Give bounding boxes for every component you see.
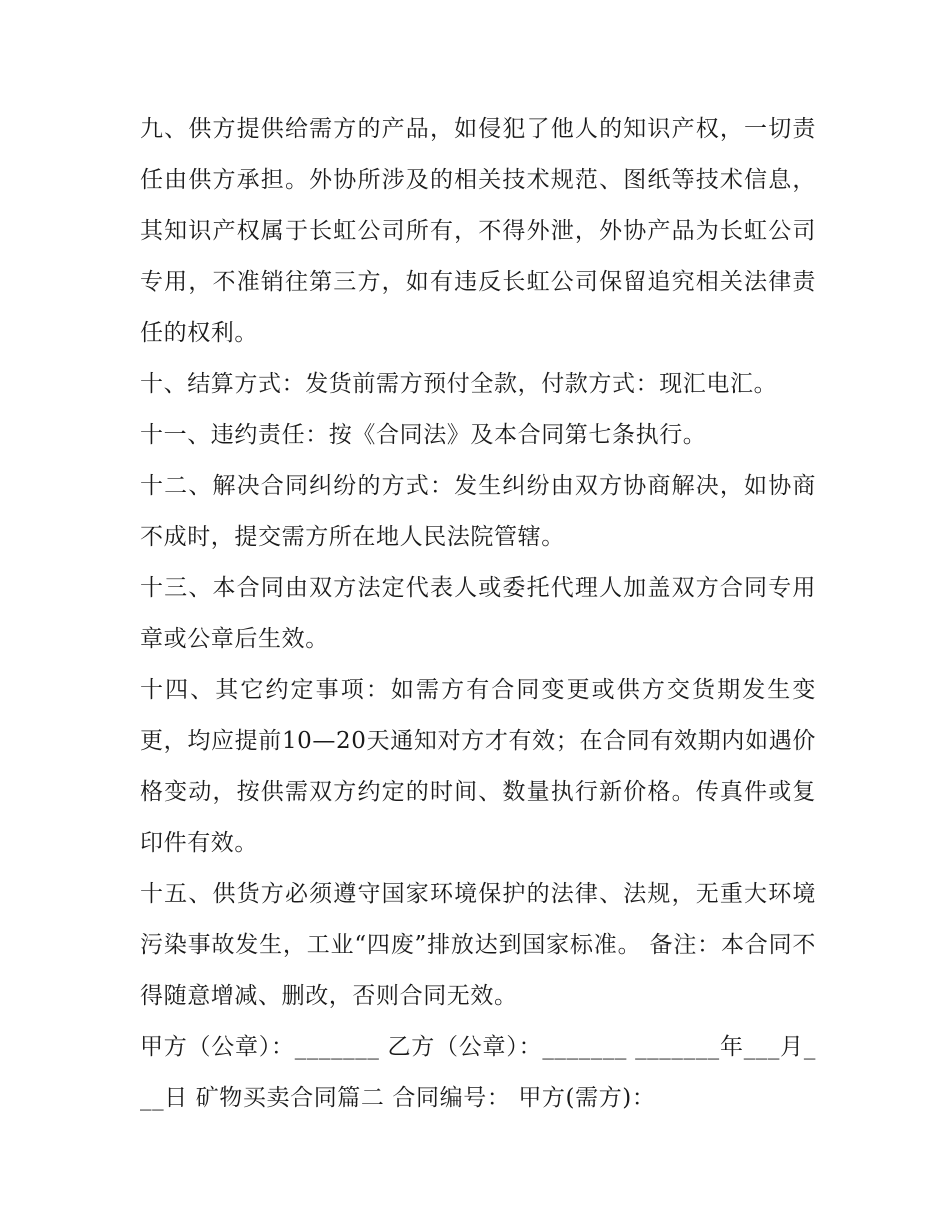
clause-15: 十五、供货方必须遵守国家环境保护的法律、法规，无重大环境污染事故发生，工业“四废”排放达到国家标准。 备注：本合同不得随意增减、删改，否则合同无效。 xyxy=(140,881,816,1009)
clause-10: 十、结算方式：发货前需方预付全款，付款方式：现汇电汇。 xyxy=(140,371,778,397)
clause-12: 十二、解决合同纠纷的方式：发生纠纷由双方协商解决，如协商不成时，提交需方所在地人民法院管辖。 xyxy=(140,473,816,550)
signature-line: 甲方（公章）：_______ 乙方（公章）：_______ _______年___月___日 矿物买卖合同篇二 合同编号： 甲方(需方)： xyxy=(140,1034,816,1111)
clause-14: 十四、其它约定事项：如需方有合同变更或供方交货期发生变更，均应提前10—20天通知对方才有效；在合同有效期内如遇价格变动，按供需双方约定的时间、数量执行新价格。传真件或复印件有效。 xyxy=(140,677,816,856)
document-body xyxy=(140,104,816,1124)
clause-9: 九、供方提供给需方的产品，如侵犯了他人的知识产权，一切责任由供方承担。外协所涉及的相关技术规范、图纸等技术信息，其知识产权属于长虹公司所有，不得外泄，外协产品为长虹公司专用，不准销往第三方，如有违反长虹公司保留追究相关法律责任的权利。 xyxy=(140,116,816,346)
clause-11: 十一、违约责任：按《合同法》及本合同第七条执行。 xyxy=(140,422,707,448)
clause-13: 十三、本合同由双方法定代表人或委托代理人加盖双方合同专用章或公章后生效。 xyxy=(140,575,816,652)
